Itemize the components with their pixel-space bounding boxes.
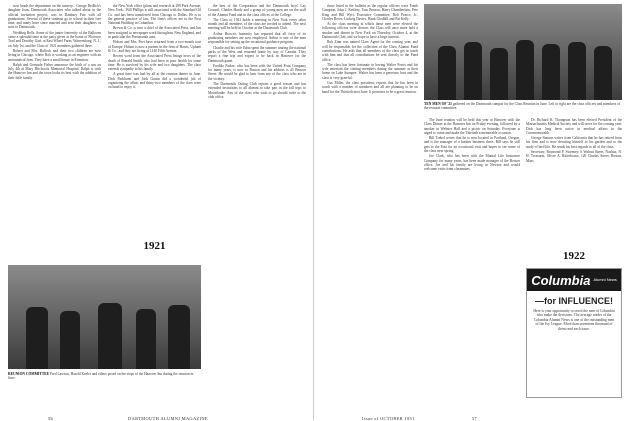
paragraph: the best of the Corporation and the Dartmouth boys' Lay Council, Charles Hardy and a group of young men are on the staff of the Alumni Fund and in the class offices of the College. (208, 4, 306, 17)
class-photo (424, 4, 622, 100)
left-column-3 (208, 4, 306, 386)
reunion-photo (8, 265, 201, 369)
right-page: those listed in the bulletin as the regular officers were Frank Campion, John J. Kettlety, Tom Benson, Harry Chamberlain, Pete King and Bill Wyrt, Executive Committee, Bob Pearce, Jr., Charles Rowe, Ludwig Davies, Hank Gledhill and Pat Kelly. At the class meeting at which these men were elected the following officers were chosen: the Class will once more hold a smoker and dinner in New York on Thursday, October 4, at the Dartmouth Club, and we hope to have a large turnout. Bob Zinn was named Class Agent for the coming year, and will be responsible for the collection of the Class Alumni Fund contributions. He asks that all members of the class get in touch with him and that all contributions be sent directly to the Fund office. The class has been fortunate in having Walter Ferris and his wife entertain the visiting members during the summer at their home on Lake Sunapee. Walter has been a generous host and the class is very grateful. Gus Miller, the class president, reports that he has been in touch with a number of members and all are planning to be on hand for the Thirtieth next June. It promises to be a great reunion. TEN MEN OF '21 gathered on the Dartmouth campus for the Class Reunion in June. Left to right are the class officers and members of the reunion committee. The June reunion will be held this year at Hanover with the Class Dinner at the Hanover Inn on Friday evening, followed by a smoker in Webster Hall and a picnic on Saturday. Everyone is urged to come and make the Thirtieth a memorable occasion. Bill Trebel writes that he is now located in Portland, Oregon, and is the manager of a lumber business there. Bill says he still gets to the East for an occasional visit and hopes to see some of the class next spring. Joe Clark, who has been with the Mutual Life Insurance Company for many years, has been made manager of the Boston office. Joe and his family are living in Newton and would welcome visits from classmates. Dr. Richard K. Thompson has been elected President of the Massachusetts Medical Society and will serve for the coming year. Dick has long been active in medical affairs in the Commonwealth. George Simons writes from California that he has retired from his firm and is now devoting himself to his garden and to the study of bird life. He sends his best regards to all of the class. Secretary, Raymond P. Sweeney, 6 Walnut Street, Nashua, N. H. Treasurer, Oliver A. Ritterhouse, 120 Charles Street, Boston, Mass. 1922 Columbia Alumni News —for INFLUENCE! Here is your opportunity to reach the men of Columbia who make the decisions. The average reader of the Columbia Alumni News is one of the outstanding men of the Ivy League. More than seventeen thousand of them read each issue. Issue of OCTOBER 1951 57 (322, 4, 622, 421)
ad-headline: —for INFLUENCE! (535, 296, 613, 306)
paragraph: the New York office (plans and research at 299 Park Avenue, New York... Bill Phillips is still associated with the Standard Oil Co. and has been transferred from Chicago to Dallas. He is in the general practice of law. The firm's offices are in the First National Building in Columbus. (108, 4, 201, 26)
paragraph: Robert and Mrs. Bullock and their two children are now living in Chicago, where Bob is working as an engineer with an aeronautical firm. They have a small house in Evanston. (8, 48, 101, 62)
paragraph: Hobart and Mrs. Peet have returned from a two-month tour of Europe. Hobart is now a partner in the firm of Harris, Upham & Co., and they are living at 1140 Fifth Avenue. (108, 40, 201, 53)
class-heading-1922: 1922 (563, 250, 585, 262)
paragraph: Freddie Parker, who has been with the United Fruit Company for many years, is now in Boston and his address is 45 Beacon Street. He would be glad to hear from any of the class who are in the vicinity. (208, 63, 306, 81)
class-heading-1921: 1921 (108, 240, 201, 252)
right-column-1 (322, 4, 418, 386)
paragraph: Joe Clark, who has been with the Mutual Life Insurance Company for many years, has been made manager of the Boston office. Joe and his family are living in Newton and would welcome visits from classmates. (424, 154, 520, 172)
paragraph: A great time was had by all at the reunion dinner in June. Dick Parkhurst and Jack Gartin did a wonderful job of organizing the affair, and thirty-two members of the class were on hand to enjoy it. (108, 72, 201, 90)
paragraph: Arthur Brown's fraternity has reported that all forty of its graduating members are now employed. Arthur is one of the men responsible for setting up the vocational guidance program. (208, 31, 306, 45)
paragraph: Recent word from the Associated Press brings news of the death of Ronald Smith, who had been in poor health for some time. He is survived by his wife and two daughters. The class extends sympathy to his family. (108, 54, 201, 72)
paragraph: now heads the department on the nursery... George Redlich's daughter Joan, Dartmouth Associates who talked about so the official invitation project, was in Danbury Fair with all graduations. Several of these students go to school in their free time, and many have since married and sent their daughters or sons to Dartmouth. (8, 4, 101, 30)
paragraph: Gus Miller, the class president, reports that he has been in touch with a number of members and all are planning to be on hand for the Thirtieth next June. It promises to be a great reunion. (322, 81, 418, 94)
paragraph: Charlie and his wife Edna spent the summer touring the national parks of the West and returned home by way of Canada. They report a fine trip and expect to be back in Hanover for the Dartmouth game. (208, 45, 306, 63)
paragraph: those listed in the bulletin as the regular officers were Frank Campion, John J. Kettlety, Tom Benson, Harry Chamberlain, Pete King and Bill Wyrt, Executive Committee, Bob Pearce, Jr., Charles Rowe, Ludwig Davies, Hank Gledhill and Pat Kelly. (322, 4, 418, 21)
paragraph: At the class meeting at which these men were elected the following officers were chosen: the Class will once more hold a smoker and dinner in New York on Thursday, October 4, at the Dartmouth Club, and we hope to have a large turnout. (322, 22, 418, 40)
paragraph: Dr. Richard K. Thompson has been elected President of the Massachusetts Medical Society and will serve for the coming year. Dick has long been active in medical affairs in the Commonwealth. (526, 118, 622, 135)
ad-logo: Columbia (531, 272, 591, 288)
photo-caption: REUNION COMMITTEE Fred Lawson, Harold Keeler and others posed on the steps of the Hanover Inn during the reunion in June. (8, 372, 194, 381)
paragraph: The Dartmouth Outing Club reports a good season and has extended invitations to all alumni to take part in the fall trips to Moosilauke. Any of the class who wish to go should write to the club office. (208, 82, 306, 99)
ad-body: Here is your opportunity to reach the men of Columbia who make the decisions. The average reader of the Columbia Alumni News is one of the outstanding men of the Ivy League. More than seventeen thousand of them read each issue. (533, 309, 615, 331)
paragraph: The class has been fortunate in having Walter Ferris and his wife entertain the visiting members during the summer at their home on Lake Sunapee. Walter has been a generous host and the class is very grateful. (322, 62, 418, 80)
paragraph: Ralph and Gertrude Fisher announce the birth of a son on July 4th at Mary Hitchcock Memorial Hospital. Ralph is with the Hanover Inn and the town looks its best with the addition of their little family. (8, 62, 101, 80)
right-column-2 (424, 118, 520, 388)
paragraph: Wedding Bells. Some of the junior fraternity of the Balloons came a splendid time at the party given at the home of Florence Trail and Dorothy Gart, at East Wheel Farm, Warrensburg, N. J., on July 1st, and the Class of 1921 members gathered there. (8, 30, 101, 48)
right-column-3 (526, 118, 622, 246)
ad-subtitle: Alumni News (593, 276, 617, 282)
paragraph: The Class of 1921 holds a meeting in New York every other month and all members of the class are invited to attend. The next meeting will be held in October at the Dartmouth Club. (208, 17, 306, 31)
paragraph: Brown & Co. is now a chief of the Associated Press, and has been assigned to newspaper work throughout New England, and in particular the Portsmouth area. (108, 26, 201, 40)
paragraph: George Simons writes from California that he has retired from his firm and is now devoting himself to his garden and to the study of bird life. He sends his best regards to all of the class. (526, 136, 622, 149)
left-page: now heads the department on the nursery... George Redlich's daughter Joan, Dartmouth Associates who talked about so the official invitation project, was in Danbury Fair with all graduations. Several of these students go to school in their free time, and many have since married and sent their daughters or sons to Dartmouth. Wedding Bells. Some of the junior fraternity of the Balloons came a splendid time at the party given at the home of Florence Trail and Dorothy Gart, at East Wheel Farm, Warrensburg, N. J., on July 1st, and the Class of 1921 members gathered there. Robert and Mrs. Bullock and their two children are now living in Chicago, where Bob is working as an engineer with an aeronautical firm. They have a small house in Evanston. Ralph and Gertrude Fisher announce the birth of a son on July 4th at Mary Hitchcock Memorial Hospital. Ralph is with the Hanover Inn and the town looks its best with the addition of their little family. the New York office (plans and research at 299 Park Avenue, New York... Bill Phillips is still associated with the Standard Oil Co. and has been transferred from Chicago to Dallas. He is in the general practice of law. The firm's offices are in the First National Building in Columbus. Brown & Co. is now a chief of the Associated Press, and has been assigned to newspaper work throughout New England, and in particular the Portsmouth area. Hobart and Mrs. Peet have returned from a two-month tour of Europe. Hobart is now a partner in the firm of Harris, Upham & Co., and they are living at 1140 Fifth Avenue. Recent word from the Associated Press brings news of the death of Ronald Smith, who had been in poor health for some time. He is survived by his wife and two daughters. The class extends sympathy to his family. A great time was had by all at the reunion dinner in June. Dick Parkhurst and Jack Gartin did a wonderful job of organizing the affair, and thirty-two members of the class were on hand to enjoy it. the best of the Corporation and the Dartmouth boys' Lay Council, Charles Hardy and a group of young men are on the staff of the Alumni Fund and in the class offices of the College. The Class of 1921 holds a meeting in New York every other month and all members of the class are invited to attend. The next meeting will be held in October at the Dartmouth Club. Arthur Brown's fraternity has reported that all forty of its graduating members are now employed. Arthur is one of the men responsible for setting up the vocational guidance program. Charlie and his wife Edna spent the summer touring the national parks of the West and returned home by way of Canada. They report a fine trip and expect to be back in Hanover for the Dartmouth game. Freddie Parker, who has been with the United Fruit Company for many years, is now in Boston and his address is 45 Beacon Street. He would be glad to hear from any of the class who are in the vicinity. The Dartmouth Outing Club reports a good season and has extended invitations to all alumni to take part in the fall trips to Moosilauke. Any of the class who wish to go should write to the club office. REUNION COMMITTEE Fred Lawson, Harold Keeler and others posed on the steps of the Hanover Inn during the reunion in June. 1921 56 DARTMOUTH ALUMNI MAGAZINE (0, 0, 314, 420)
paragraph: Secretary, Raymond P. Sweeney, 6 Walnut Street, Nashua, N. H. Treasurer, Oliver A. Ritterhouse, 120 Charles Street, Boston, Mass. (526, 150, 622, 163)
ad-banner (527, 269, 621, 291)
paragraph: Bill Trebel writes that he is now located in Portland, Oregon, and is the manager of a lumber business there. Bill says he still gets to the East for an occasional visit and hopes to see some of the class next spring. (424, 136, 520, 154)
paragraph: Bob Zinn was named Class Agent for the coming year, and will be responsible for the collection of the Class Alumni Fund contributions. He asks that all members of the class get in touch with him and that all contributions be sent directly to the Fund office. (322, 40, 418, 62)
columbia-alumni-news-ad (526, 268, 622, 398)
paragraph: The June reunion will be held this year at Hanover with the Class Dinner at the Hanover Inn on Friday evening, followed by a smoker in Webster Hall and a picnic on Saturday. Everyone is urged to come and make the Thirtieth a memorable occasion. (424, 118, 520, 135)
photo-caption: TEN MEN OF '21 gathered on the Dartmouth campus for the Class Reunion in June. Left to right are the class officers and members of the reunion committee. (424, 102, 621, 111)
